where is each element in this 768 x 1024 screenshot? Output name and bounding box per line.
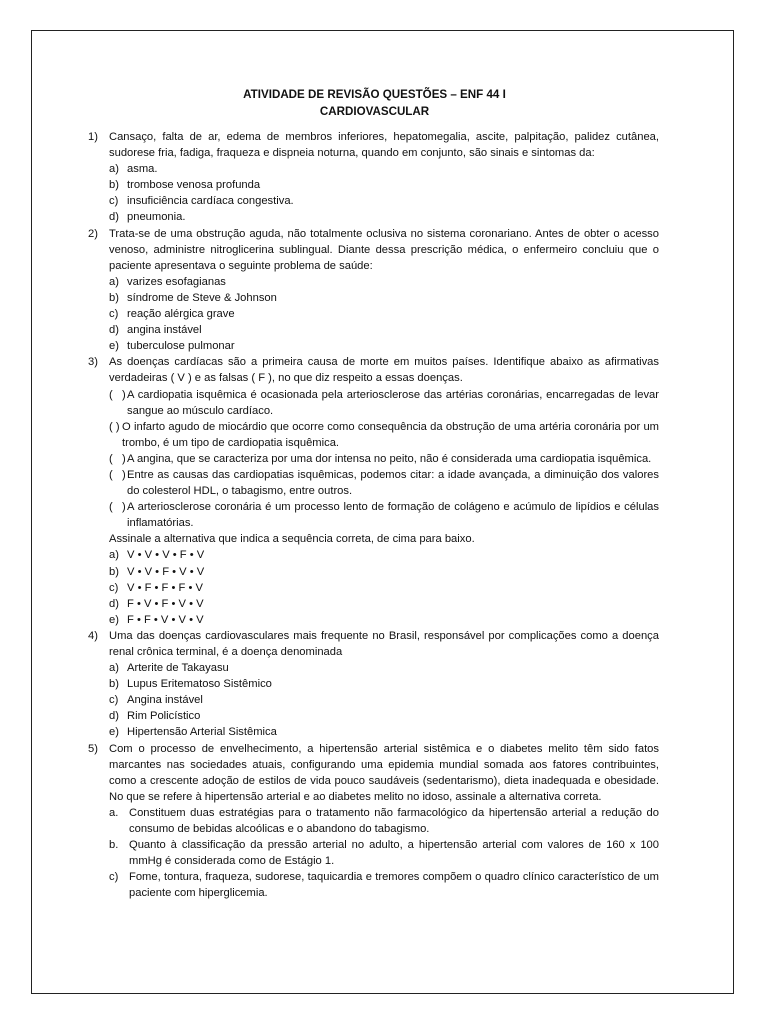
question-text: Uma das doenças cardiovasculares mais frequente no Brasil, responsável por complicações como a doença renal crônica terminal, é a doença denominada	[109, 629, 659, 658]
option-item: c) insuficiência cardíaca congestiva.	[109, 195, 294, 208]
question-number: 1)	[88, 131, 98, 143]
option-item: d) F • V • F • V • V	[109, 597, 204, 610]
statement-item: ( ) Entre as causas das cardiopatias isquêmicas, podemos citar: a idade avançada, a diminuição dos valores do colesterol HDL, o tabagismo, entre outros.	[109, 467, 659, 499]
question-number: 5)	[88, 742, 98, 755]
option-item: c) V • F • F • F • V	[109, 581, 203, 594]
option-item: c) reação alérgica grave	[109, 308, 235, 321]
option-item: d) pneumonia.	[109, 211, 186, 224]
option-item: e) tuberculose pulmonar	[109, 340, 235, 353]
statement-item: ( ) O infarto agudo de miocárdio que ocorre como consequência da obstrução de uma artéria coronária por um trombo, é um tipo de cardiopatia isquêmica.	[109, 419, 659, 451]
option-item: a) asma.	[109, 163, 158, 176]
statement-item: ( ) A cardiopatia isquêmica é ocasionada pela arteriosclerose das artérias coronárias, encarregadas de levar sangue ao músculo cardíaco.	[109, 387, 659, 419]
question-text: As doenças cardíacas são a primeira causa de morte em muitos países. Identifique abaixo as afirmativas verdadeiras ( V ) e as falsas ( F ), no que diz respeito a essas doenças.	[109, 356, 659, 385]
answer-blank: ( )	[109, 388, 126, 401]
option-item: b) trombose venosa profunda	[109, 179, 261, 192]
question-number: 2)	[88, 227, 98, 240]
option-item: b) Lupus Eritematoso Sistêmico	[109, 678, 272, 691]
answer-blank: ( )	[109, 468, 126, 481]
option-item: a) varizes esofagianas	[109, 275, 226, 288]
option-item: b) V • V • F • V • V	[109, 565, 205, 578]
question-instruction: Assinale a alternativa que indica a sequência correta, de cima para baixo.	[109, 533, 475, 546]
question-1	[88, 129, 659, 226]
question-text: Com o processo de envelhecimento, a hipertensão arterial sistêmica e o diabetes melito têm sido fatos marcantes nas sociedades atuais, configurando uma epidemia mundial somada aos fatores contribuintes, como a crescente adoção de estilos de vida pouco saudáveis (sedentarismo), dieta inadequada e obesidade. No que se refere à hipertensão arterial e ao diabetes melito no idoso, assinale a alternativa correta.	[109, 742, 659, 803]
option-item: e) Hipertensão Arterial Sistêmica	[109, 726, 277, 739]
option-item: a) V • V • V • F • V	[109, 549, 205, 562]
answer-blank: ( )	[109, 452, 126, 465]
option-item: e) F • F • V • V • V	[109, 613, 204, 626]
option-item: d) Rim Policístico	[109, 710, 201, 723]
question-number: 4)	[88, 629, 98, 642]
option-item: c) Angina instável	[109, 694, 203, 707]
question-2	[88, 226, 659, 355]
option-item: c) Fome, tontura, fraqueza, sudorese, taquicardia e tremores compõem o quadro clínico característico de um paciente com hiperglicemia.	[109, 871, 659, 900]
option-item: b. Quanto à classificação da pressão arterial no adulto, a hipertensão arterial com valores de 160 x 100 mmHg é considerada como de Estágio 1.	[109, 839, 659, 868]
title-block	[90, 86, 659, 120]
answer-blank: ( )	[109, 501, 126, 514]
option-item: d) angina instável	[109, 324, 202, 337]
document-subtitle: CARDIOVASCULAR	[319, 105, 430, 118]
question-4	[88, 628, 659, 741]
statement-item: ( ) A angina, que se caracteriza por uma dor intensa no peito, não é considerada uma cardiopatia isquêmica.	[109, 451, 659, 467]
question-5	[88, 741, 659, 902]
statement-item: ( ) A arteriosclerose coronária é um processo lento de formação de colágeno e acúmulo de lipídios e células inflamatórias.	[109, 499, 659, 531]
answer-blank: ( )	[109, 420, 120, 433]
question-3	[88, 354, 659, 628]
question-number: 3)	[88, 356, 98, 369]
option-item: a. Constituem duas estratégias para o tratamento não farmacológico da hipertensão arterial a redução do consumo de bebidas alcoólicas e o abandono do tabagismo.	[109, 806, 659, 836]
question-text: Cansaço, falta de ar, edema de membros inferiores, hepatomegalia, ascite, palpitação, palidez cutânea, sudorese fria, fadiga, fraqueza e dispneia noturna, quando em conjunto, são sinais e sintomas da:	[109, 131, 659, 160]
option-item: a) Arterite de Takayasu	[109, 662, 229, 675]
document-title: ATIVIDADE DE REVISÃO QUESTÕES – ENF 44 I	[243, 88, 506, 101]
option-item: b) síndrome de Steve & Johnson	[109, 291, 277, 304]
question-text: Trata-se de uma obstrução aguda, não totalmente oclusiva no sistema coronariano. Antes de obter o acesso venoso, administre nitroglicerina sublingual. Diante dessa prescrição médica, o enfermeiro concluiu que o paciente apresentava o seguinte problema de saúde:	[109, 227, 659, 272]
document-body	[88, 86, 659, 902]
